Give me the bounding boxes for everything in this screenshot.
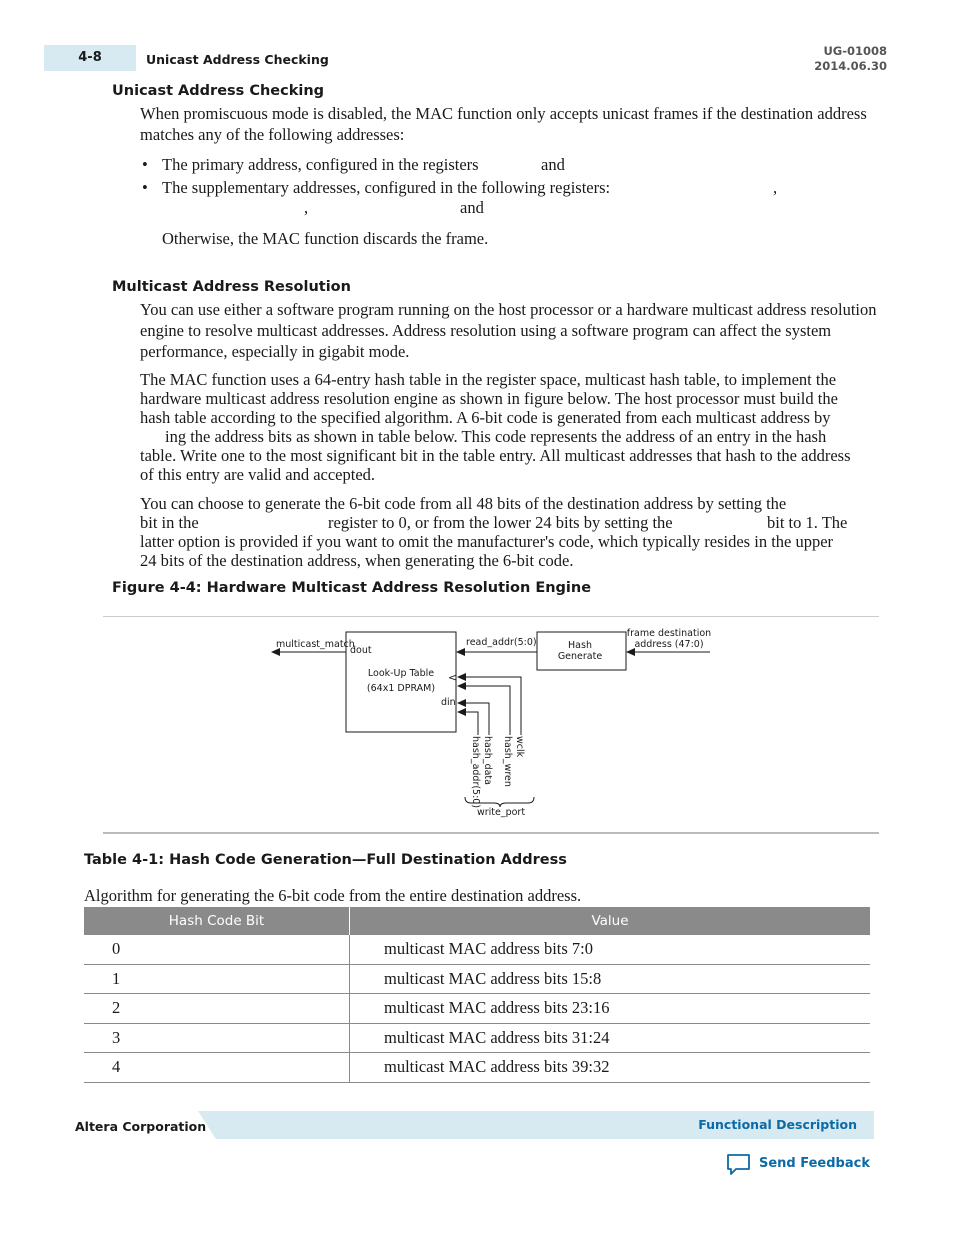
section-heading-unicast: Unicast Address Checking bbox=[112, 83, 325, 99]
hash-data-label: hash_data bbox=[482, 736, 493, 785]
wclk-wire bbox=[458, 677, 521, 735]
bullet-icon: • bbox=[142, 155, 148, 174]
table-row bbox=[84, 1053, 870, 1083]
figure-bottom-rule bbox=[103, 832, 879, 834]
section-heading-multicast: Multicast Address Resolution bbox=[112, 279, 351, 295]
multicast-paragraph-2 bbox=[140, 370, 875, 484]
hash-wren-wire bbox=[458, 686, 510, 735]
hash-addr-wire bbox=[458, 712, 478, 735]
frame-destination-sublabel: address (47:0) bbox=[634, 639, 704, 650]
lookup-table-block bbox=[346, 632, 456, 732]
doc-id-block bbox=[814, 44, 887, 74]
hash-bit-cell: 1 bbox=[84, 964, 350, 994]
table-row bbox=[84, 964, 870, 994]
dout-label: dout bbox=[350, 645, 372, 656]
footer-section-link[interactable]: Functional Description bbox=[698, 1117, 857, 1132]
multicast-paragraph-3 bbox=[140, 494, 875, 570]
paragraph-line: hardware multicast address resolution engine as shown in figure below. The host processor must build the bbox=[140, 389, 838, 408]
lut-sublabel: (64x1 DPRAM) bbox=[366, 683, 436, 694]
wclk-label: wclk bbox=[514, 736, 525, 758]
table-description: Algorithm for generating the 6-bit code from the entire destination address. bbox=[84, 886, 582, 905]
write-port-label: write_port bbox=[476, 807, 526, 818]
bullet-icon: • bbox=[142, 178, 148, 197]
hash-generate-label: Hash bbox=[568, 640, 592, 651]
hash-bit-cell: 2 bbox=[84, 994, 350, 1024]
hash-value-cell: multicast MAC address bits 31:24 bbox=[350, 1023, 871, 1053]
paragraph-line: of this entry are valid and accepted. bbox=[140, 465, 376, 484]
paragraph-line bbox=[140, 513, 875, 532]
hash-bit-cell: 3 bbox=[84, 1023, 350, 1053]
hash-value-cell: multicast MAC address bits 23:16 bbox=[350, 994, 871, 1024]
hash-bit-cell: 0 bbox=[84, 935, 350, 964]
paragraph-line: The MAC function uses a 64-entry hash table in the register space, multicast hash table, to implement the bbox=[140, 370, 837, 389]
column-header: Value bbox=[350, 907, 871, 935]
paragraph-line: latter option is provided if you want to omit the manufacturer's code, which typically resides in the upper bbox=[140, 532, 834, 551]
hash-generate-block bbox=[537, 632, 626, 670]
clock-input-icon: < bbox=[448, 671, 458, 684]
paragraph-line: table. Write one to the most significant bit in the table entry. All multicast addresses that hash to the address bbox=[140, 446, 851, 465]
hash-value-cell: multicast MAC address bits 7:0 bbox=[350, 935, 871, 964]
hash-value-cell: multicast MAC address bits 39:32 bbox=[350, 1053, 871, 1083]
hash-generate-sublabel: Generate bbox=[557, 651, 603, 662]
running-title: Unicast Address Checking bbox=[146, 52, 329, 67]
table-row bbox=[84, 994, 870, 1024]
paragraph-line: ing the address bits as shown in table below. This code represents the address of an entry in the hash bbox=[165, 427, 827, 446]
lut-label: Look-Up Table bbox=[367, 668, 435, 679]
line-fragment: register to 0, or from the lower 24 bits by setting the bbox=[328, 513, 673, 532]
doc-date: 2014.06.30 bbox=[814, 59, 887, 73]
multicast-match-label: multicast_match bbox=[276, 639, 355, 650]
hash-bit-cell: 4 bbox=[84, 1053, 350, 1083]
hash-addr-label: hash_addr(5:0) bbox=[470, 736, 481, 809]
send-feedback-link[interactable]: Send Feedback bbox=[759, 1156, 870, 1171]
bullet1-and: and bbox=[541, 155, 565, 174]
bullet2-and: and bbox=[460, 198, 484, 217]
frame-destination-label: frame destination bbox=[626, 628, 712, 639]
unicast-intro: When promiscuous mode is disabled, the MAC function only accepts unicast frames if the destination address matches any of the following addresses: bbox=[140, 104, 867, 144]
bullet1-text: The primary address, configured in the registers bbox=[162, 155, 479, 174]
bullet2-comma: , bbox=[304, 198, 309, 217]
footer-company: Altera Corporation bbox=[75, 1119, 207, 1134]
write-port-brace bbox=[465, 797, 534, 807]
hash-wren-label: hash_wren bbox=[502, 736, 513, 787]
figure-top-rule bbox=[103, 616, 879, 617]
paragraph-line: hash table according to the specified algorithm. A 6-bit code is generated from each multicast address by bbox=[140, 408, 831, 427]
multicast-paragraph-1: You can use either a software program running on the host processor or a hardware multicast address resolution engine to resolve multicast addresses. Address resolution using a software program can affect the system performance, especially in gigabit mode. bbox=[140, 300, 877, 361]
hash-value-cell: multicast MAC address bits 15:8 bbox=[350, 964, 871, 994]
table-caption: Table 4-1: Hash Code Generation—Full Destination Address bbox=[84, 852, 567, 868]
table-header-row bbox=[84, 907, 870, 935]
hash-code-table bbox=[84, 907, 870, 1083]
read-addr-label: read_addr(5:0) bbox=[466, 637, 537, 648]
table-row bbox=[84, 1023, 870, 1053]
hash-data-wire bbox=[458, 703, 489, 735]
line-fragment: bit to 1. The bbox=[767, 513, 848, 532]
bullet2-comma: , bbox=[773, 178, 778, 197]
speech-bubble-icon[interactable] bbox=[726, 1153, 752, 1177]
column-header: Hash Code Bit bbox=[84, 907, 350, 935]
bullet2-text: The supplementary addresses, configured in the following registers: bbox=[162, 178, 611, 197]
doc-id: UG-01008 bbox=[823, 44, 887, 58]
paragraph-line: You can choose to generate the 6-bit code from all 48 bits of the destination address by setting the bbox=[140, 494, 787, 513]
din-label: din bbox=[441, 697, 456, 708]
table-row bbox=[84, 935, 870, 964]
paragraph-line: 24 bits of the destination address, when generating the 6-bit code. bbox=[140, 551, 574, 570]
page-number: 4-8 bbox=[78, 50, 102, 65]
unicast-otherwise: Otherwise, the MAC function discards the frame. bbox=[162, 229, 489, 248]
figure-caption: Figure 4-4: Hardware Multicast Address Resolution Engine bbox=[112, 580, 592, 596]
line-fragment: bit in the bbox=[140, 513, 199, 532]
